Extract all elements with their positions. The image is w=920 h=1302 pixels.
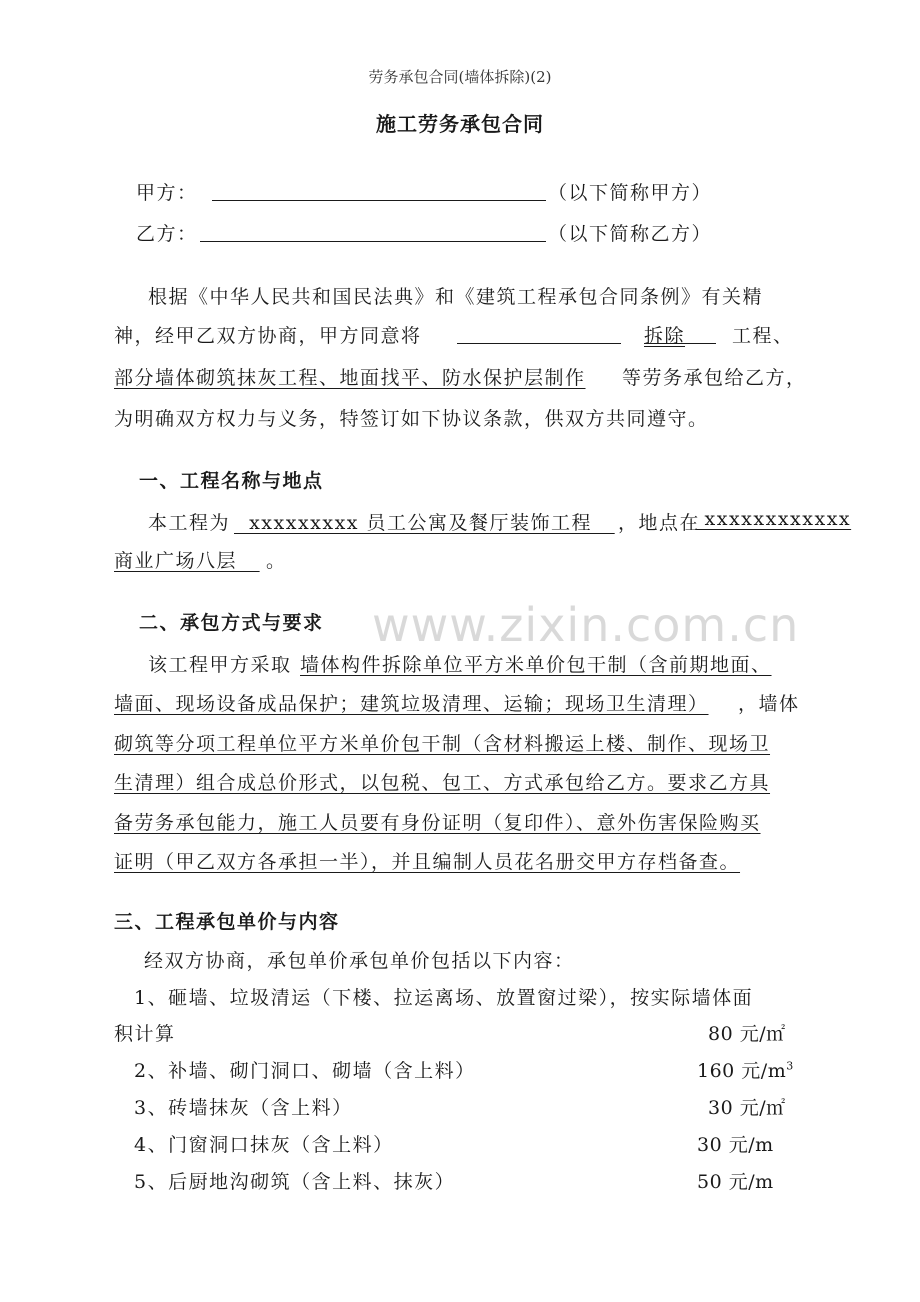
party-b-label: 乙方： [136, 223, 198, 245]
s3-item-5-label: 5、后厨地沟砌筑（含上料、抹灰） [134, 1171, 456, 1193]
section-3-heading: 三、工程承包单价与内容 [114, 911, 340, 933]
s3-item-2-price: 160 元$/m^3$ [697, 1059, 794, 1082]
s2-line-1a: 该工程甲方采取 [148, 654, 292, 676]
watermark: www.zixin.com.cn [372, 598, 800, 652]
intro-line-2b: 拆除 [644, 325, 686, 347]
party-a-suffix: （以下简称甲方） [548, 182, 713, 204]
project-name-blank [457, 343, 621, 344]
demolish-underline [644, 343, 716, 344]
s2-line-2a: 墙面、现场设备成品保护；建筑垃圾清理、运输；现场卫生清理） [114, 693, 709, 715]
s2-line-4: 生清理）组合成总价形式，以包税、包工、方式承包给乙方。要求乙方具 [114, 772, 771, 794]
intro-line-1: 根据《中华人民共和国民法典》和《建筑工程承包合同条例》有关精 [148, 286, 764, 308]
s3-item-5-price: 50 元/m [697, 1171, 774, 1193]
intro-line-4: 为明确双方权力与义务，特签订如下协议条款，供双方共同遵守。 [114, 408, 709, 430]
s1-line-1a: 本工程为 [148, 512, 231, 534]
s3-item-4-price: 30 元/m [697, 1134, 774, 1156]
page-header: 劳务承包合同(墙体拆除)(2) [368, 68, 552, 86]
s1-location-b: 商业广场八层 [114, 550, 260, 572]
party-a-blank [212, 200, 546, 201]
s2-line-6: 证明（甲乙双方各承担一半），并且编制人员花名册交甲方存档备查。 [114, 851, 741, 873]
s3-item-2-label: 2、补墙、砌门洞口、砌墙（含上料） [134, 1060, 476, 1082]
section-2-heading: 二、承包方式与要求 [139, 612, 324, 634]
intro-line-3a: 部分墙体砌筑抹灰工程、地面找平、防水保护层制作 [114, 367, 586, 389]
intro-line-2a: 神，经甲乙双方协商，甲方同意将 [114, 325, 422, 347]
s2-line-1b: 墙体构件拆除单位平方米单价包干制（含前期地面、 [300, 654, 772, 676]
cubic-superscript: 3 [786, 1059, 794, 1073]
s1-project-name: xxxxxxxxx 员工公寓及餐厅装饰工程 [234, 512, 615, 534]
s1-line-1c: ，地点在 [618, 512, 701, 534]
party-a-label: 甲方： [136, 182, 198, 204]
intro-line-3b: 等劳务承包给乙方， [622, 367, 807, 389]
intro-line-2c: 工程、 [732, 325, 794, 347]
document-title: 施工劳务承包合同 [376, 112, 544, 136]
s3-item-3-price: 30 元/㎡ [708, 1097, 786, 1119]
s2-line-3: 砌筑等分项工程单位平方米单价包干制（含材料搬运上楼、制作、现场卫 [114, 733, 771, 755]
s3-intro: 经双方协商，承包单价承包单价包括以下内容： [144, 950, 575, 972]
s1-line-2b: 。 [266, 550, 287, 572]
party-b-suffix: （以下简称乙方） [548, 223, 713, 245]
s2-line-2b: ，墙体 [738, 693, 800, 715]
s3-item-1-line-2: 积计算 [114, 1023, 176, 1045]
s2-line-5: 备劳务承包能力，施工人员要有身份证明（复印件）、意外伤害保险购买 [114, 812, 761, 834]
s3-item-1-price: 80 元/㎡ [708, 1023, 786, 1045]
s3-item-1-line-1: 1、砸墙、垃圾清运（下楼、拉运离场、放置窗过梁），按实际墙体面 [134, 987, 754, 1009]
section-1-heading: 一、工程名称与地点 [139, 470, 324, 492]
s3-item-4-label: 4、门窗洞口抹灰（含上料） [134, 1134, 394, 1156]
party-b-blank [200, 241, 546, 242]
s1-location-a: xxxxxxxxxxxx [697, 508, 852, 530]
s3-item-3-label: 3、砖墙抹灰（含上料） [134, 1097, 353, 1119]
